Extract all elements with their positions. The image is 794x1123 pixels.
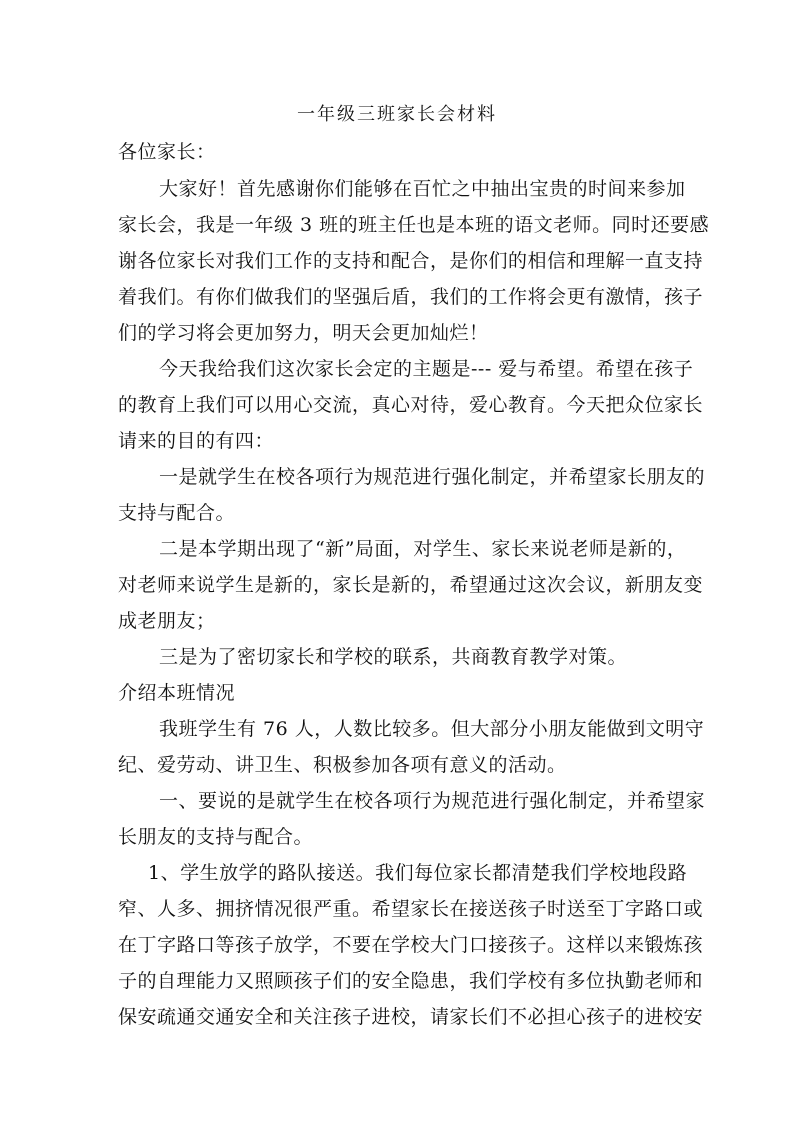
paragraph-line: 对老师来说学生是新的，家长是新的，希望通过这次会议，新朋友变 (118, 574, 704, 596)
paragraph-line: 二是本学期出现了“新”局面，对学生、家长来说老师是新的， (159, 538, 687, 560)
paragraph-line: 一是就学生在校各项行为规范进行强化制定，并希望家长朋友的 (159, 466, 706, 488)
paragraph-line: 请来的目的有四： (118, 430, 275, 452)
paragraph-line: 保安疏通交通安全和关注孩子进校，请家长们不必担心孩子的进校安 (118, 1006, 704, 1028)
paragraph-line: 在丁字路口等孩子放学，不要在学校大门口接孩子。这样以来锻炼孩 (118, 934, 704, 956)
paragraph-line: 成老朋友； (118, 610, 216, 632)
paragraph-line: 子的自理能力又照顾孩子们的安全隐患，我们学校有多位执勤老师和 (118, 970, 704, 992)
paragraph-line: 长朋友的支持与配合。 (118, 826, 314, 848)
paragraph-line: 大家好！首先感谢你们能够在百忙之中抽出宝贵的时间来参加 (159, 178, 686, 200)
paragraph-line: 今天我给我们这次家长会定的主题是--- 爱与希望。希望在孩子 (159, 358, 694, 380)
paragraph-line: 的教育上我们可以用心交流，真心对待，爱心教育。今天把众位家长 (118, 394, 704, 416)
paragraph-line: 一、要说的是就学生在校各项行为规范进行强化制定，并希望家 (159, 790, 706, 812)
paragraph-line: 我班学生有 76 人，人数比较多。但大部分小朋友能做到文明守 (159, 718, 705, 740)
paragraph-line: 窄、人多、拥挤情况很严重。希望家长在接送孩子时送至丁字路口或 (118, 898, 704, 920)
paragraph-line: 1、学生放学的路队接送。我们每位家长都清楚我们学校地段路 (148, 862, 688, 884)
document-title: 一年级三班家长会材料 (297, 104, 497, 125)
paragraph-line: 纪、爱劳动、讲卫生、积极参加各项有意义的活动。 (118, 754, 567, 776)
paragraph-line: 着我们。有你们做我们的坚强后盾，我们的工作将会更有激情，孩子 (118, 286, 704, 308)
section-heading: 介绍本班情况 (118, 682, 236, 704)
paragraph-line: 三是为了密切家长和学校的联系，共商教育教学对策。 (159, 646, 628, 668)
paragraph-line: 谢各位家长对我们工作的支持和配合，是你们的相信和理解一直支持 (118, 250, 704, 272)
salutation-line: 各位家长： (118, 141, 216, 163)
paragraph-line: 支持与配合。 (118, 502, 236, 524)
paragraph-line: 家长会，我是一年级 3 班的班主任也是本班的语文老师。同时还要感 (118, 214, 710, 236)
paragraph-line: 们的学习将会更加努力，明天会更加灿烂！ (118, 322, 489, 344)
